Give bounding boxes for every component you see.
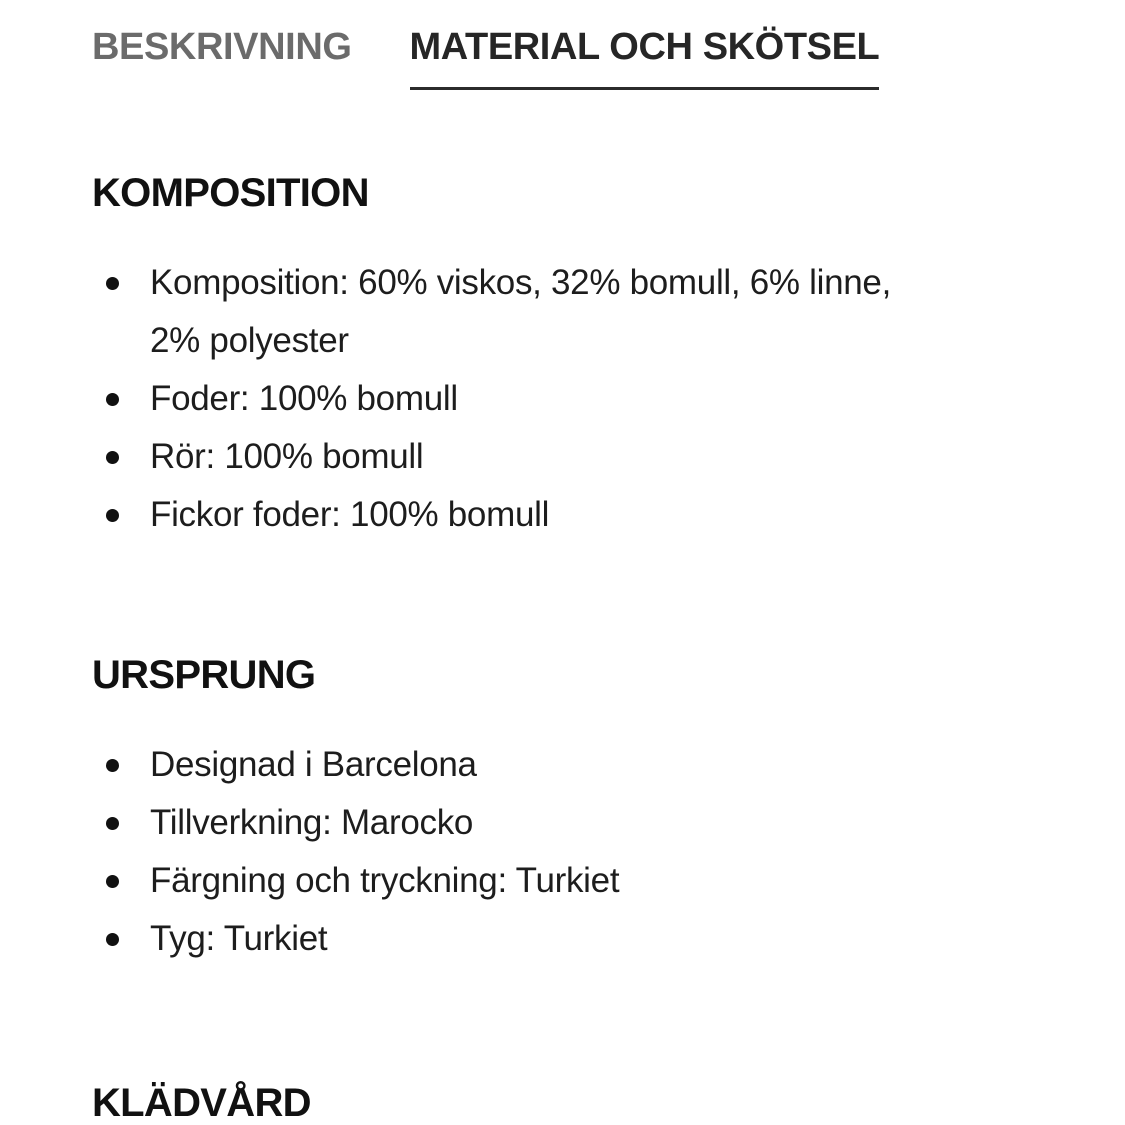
list-item: Tillverkning: Marocko <box>92 794 930 852</box>
tab-bar <box>0 0 1125 115</box>
list-item: Tyg: Turkiet <box>92 910 930 968</box>
tab-beskrivning[interactable]: BESKRIVNING <box>92 0 352 90</box>
list-item: Färgning och tryckning: Turkiet <box>92 852 930 910</box>
section-ursprung <box>92 653 1033 968</box>
list-item: Fickor foder: 100% bomull <box>92 486 930 544</box>
list-ursprung <box>92 736 1033 968</box>
tab-panel-material-och-skotsel <box>0 115 1125 1125</box>
list-item: Rör: 100% bomull <box>92 428 930 486</box>
list-item: Komposition: 60% viskos, 32% bomull, 6% linne, 2% polyester <box>92 254 930 370</box>
tab-material-och-skotsel[interactable]: MATERIAL OCH SKÖTSEL <box>410 0 880 90</box>
list-item: Foder: 100% bomull <box>92 370 930 428</box>
section-heading-ursprung: URSPRUNG <box>92 652 316 697</box>
section-komposition <box>92 171 1033 544</box>
section-kladvard <box>92 1081 1033 1125</box>
list-komposition <box>92 254 1033 544</box>
section-heading-kladvard: KLÄDVÅRD <box>92 1080 311 1125</box>
section-heading-komposition: KOMPOSITION <box>92 171 369 215</box>
list-item: Designad i Barcelona <box>92 736 930 794</box>
